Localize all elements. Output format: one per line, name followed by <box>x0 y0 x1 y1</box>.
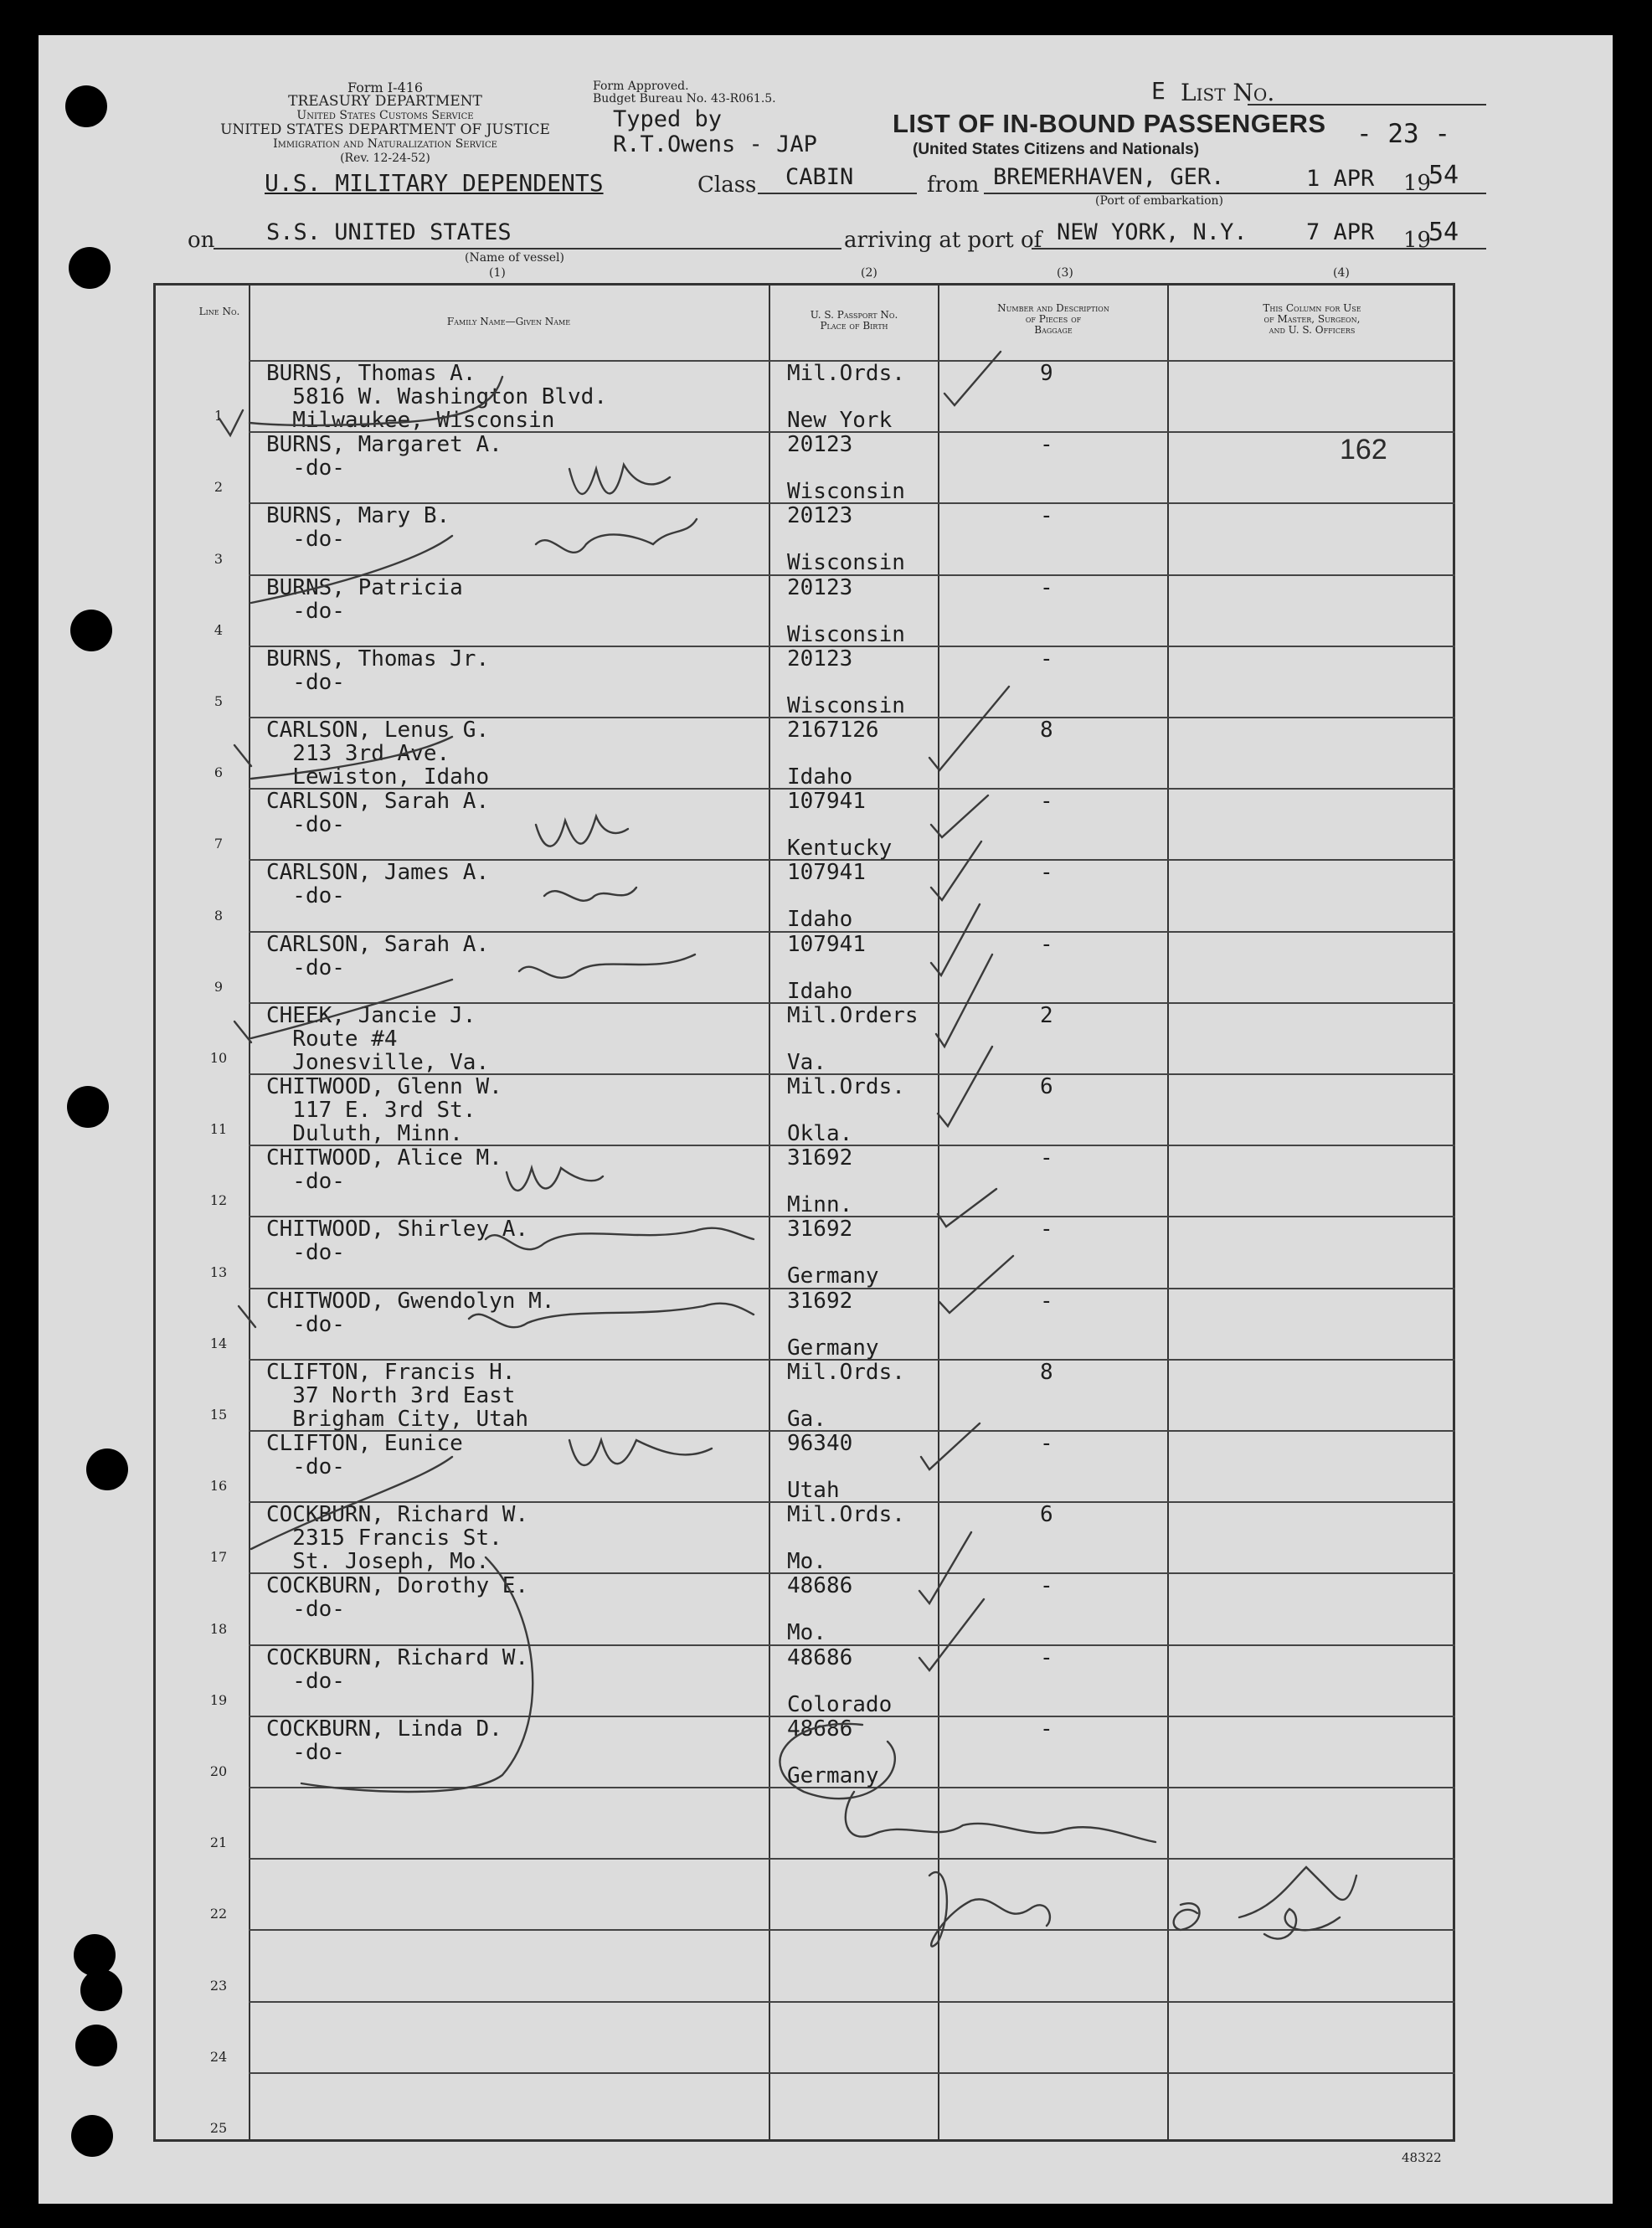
passenger-name: CHITWOOD, Gwendolyn M. -do- <box>266 1289 555 1337</box>
birthplace: Utah <box>787 1478 840 1503</box>
passenger-name: BURNS, Thomas A. 5816 W. Washington Blvd. Milwaukee, Wisconsin <box>266 361 607 433</box>
line-number: 21 <box>209 1834 228 1850</box>
line-number: 12 <box>209 1192 228 1208</box>
line-no-header: Line No. <box>198 306 240 317</box>
form-number: Form I-416 <box>347 80 424 95</box>
birthplace: Minn. <box>787 1192 853 1217</box>
birthplace: Germany <box>787 1763 879 1788</box>
fraction-mark <box>1174 1903 1200 1930</box>
budget-bureau-no: Budget Bureau No. 43-R061.5. <box>593 92 776 105</box>
margin-tick <box>219 410 243 435</box>
birthplace: Idaho <box>787 907 853 932</box>
col-num-4: (4) <box>1333 266 1350 280</box>
passport-no: 20123 <box>787 575 853 600</box>
arrival-port: NEW YORK, N.Y. <box>1057 219 1248 245</box>
baggage-count: - <box>1040 1289 1053 1314</box>
line-number: 22 <box>209 1906 228 1922</box>
margin-tick <box>234 745 251 766</box>
family-bracket <box>251 737 452 779</box>
passenger-name: COCKBURN, Dorothy E. -do- <box>266 1573 529 1622</box>
passenger-name: COCKBURN, Richard W. 2315 Francis St. St. Joseph, Mo. <box>266 1502 529 1574</box>
birthplace: Okla. <box>787 1121 853 1146</box>
baggage-count: - <box>1040 1645 1053 1670</box>
officer-note: 162 <box>1340 434 1387 466</box>
family-bracket <box>251 536 452 603</box>
list-title: LIST OF IN-BOUND PASSENGERS <box>893 109 1326 138</box>
passport-no: 2167126 <box>787 718 879 743</box>
list-no-prefix: E <box>1151 77 1166 105</box>
baggage-count: 6 <box>1040 1074 1053 1099</box>
birthplace: Mo. <box>787 1620 826 1645</box>
birthplace-header: Place of Birth <box>820 320 888 332</box>
passenger-name: CHEEK, Jancie J. Route #4 Jonesville, Va. <box>266 1003 490 1075</box>
revision-date: (Rev. 12-24-52) <box>340 152 430 165</box>
officers-header-3: and U. S. Officers <box>1269 324 1356 336</box>
line-number: 13 <box>209 1264 228 1280</box>
port-embarkation-note: (Port of embarkation) <box>1095 194 1223 208</box>
passport-no: 48686 <box>787 1573 853 1598</box>
justice-dept: UNITED STATES DEPARTMENT OF JUSTICE <box>220 121 550 138</box>
line-number: 1 <box>214 408 224 424</box>
arrival-date: 7 APR <box>1306 219 1375 245</box>
col-num-1: (1) <box>489 266 506 280</box>
col-header-name: Family Name—Given Name <box>446 316 571 327</box>
line-number: 15 <box>209 1407 228 1423</box>
check-mark <box>919 1599 984 1670</box>
check-mark <box>931 795 988 837</box>
line-number: 18 <box>209 1621 228 1637</box>
passport-no: Mil.Ords. <box>787 361 905 386</box>
vessel-note: (Name of vessel) <box>465 251 564 265</box>
fraction-mark <box>1239 1867 1356 1917</box>
birthplace: Va. <box>787 1050 826 1075</box>
check-mark <box>944 352 1001 405</box>
inspector-initials <box>929 1872 1050 1947</box>
page-number: - 23 - <box>1356 119 1450 149</box>
passport-no: 31692 <box>787 1145 853 1171</box>
line-number: 14 <box>209 1335 228 1351</box>
family-bracket <box>251 1457 452 1549</box>
check-mark <box>919 1532 971 1603</box>
relation-daughter <box>469 1304 754 1328</box>
passport-no: Mil.Ords. <box>787 1360 905 1385</box>
birthplace: Ga. <box>787 1407 826 1432</box>
typed-by-label: Typed by <box>613 106 723 132</box>
signature-scrawl <box>846 1792 1155 1842</box>
baggage-header-1: Number and Description <box>997 302 1109 314</box>
line-number: 10 <box>209 1050 228 1066</box>
check-mark <box>939 1256 1013 1313</box>
class-label: Class <box>697 172 757 198</box>
birthplace: Mo. <box>787 1549 826 1574</box>
line-number: 7 <box>214 836 224 852</box>
birthplace: Wisconsin <box>787 693 905 718</box>
passenger-name: CARLSON, Sarah A. -do- <box>266 789 490 837</box>
baggage-count: 9 <box>1040 361 1053 386</box>
arrival-year-suffix: 54 <box>1428 218 1459 247</box>
line-number: 25 <box>209 2120 228 2136</box>
passenger-name: CARLSON, Sarah A. -do- <box>266 932 490 980</box>
line-number: 17 <box>209 1549 228 1565</box>
check-mark <box>929 687 1009 770</box>
baggage-count: 6 <box>1040 1502 1053 1527</box>
passenger-name: CLIFTON, Eunice -do- <box>266 1431 463 1479</box>
line-number: 6 <box>214 764 224 780</box>
line-number: 5 <box>214 693 224 709</box>
arriving-label: arriving at port of <box>844 228 1042 253</box>
baggage-count: - <box>1040 432 1053 457</box>
passport-no: Mil.Orders <box>787 1003 919 1028</box>
line-number: 3 <box>214 551 224 567</box>
list-no-label: List No. <box>1181 79 1275 106</box>
passenger-name: BURNS, Margaret A. -do- <box>266 432 502 481</box>
passport-no: 20123 <box>787 503 853 528</box>
check-mark <box>938 1189 996 1227</box>
check-mark <box>931 904 980 975</box>
passport-no: Mil.Ords. <box>787 1502 905 1527</box>
birthplace: Wisconsin <box>787 479 905 504</box>
family-bracket <box>250 377 502 425</box>
passport-no: 31692 <box>787 1217 853 1242</box>
passenger-name: CHITWOOD, Alice M. -do- <box>266 1145 502 1194</box>
passenger-name: COCKBURN, Linda D. -do- <box>266 1716 502 1765</box>
line-number: 19 <box>209 1692 228 1708</box>
birthplace: Germany <box>787 1335 879 1361</box>
passport-no: 20123 <box>787 646 853 671</box>
birthplace: Germany <box>787 1263 879 1289</box>
passenger-name: CHITWOOD, Shirley A. -do- <box>266 1217 529 1265</box>
baggage-count: 2 <box>1040 1003 1053 1028</box>
passport-no: 96340 <box>787 1431 853 1456</box>
passenger-name: COCKBURN, Richard W. -do- <box>266 1645 529 1694</box>
line-number: 20 <box>209 1763 228 1779</box>
line-number: 4 <box>214 622 224 638</box>
baggage-count: - <box>1040 1217 1053 1242</box>
passport-no: Mil.Ords. <box>787 1074 905 1099</box>
birthplace: Colorado <box>787 1692 893 1717</box>
relation-daughter <box>519 954 695 978</box>
relation-daughter <box>536 519 697 553</box>
relation-wife <box>569 1440 712 1465</box>
passenger-name: CLIFTON, Francis H. 37 North 3rd East Brigham City, Utah <box>266 1360 529 1432</box>
line-number: 8 <box>214 908 224 924</box>
birthplace: Idaho <box>787 979 853 1004</box>
line-number: 24 <box>209 2049 228 2065</box>
class-value: CABIN <box>785 164 854 190</box>
form-approved: Form Approved. <box>593 80 689 93</box>
typist: R.T.Owens - JAP <box>613 131 817 157</box>
line-number: 16 <box>209 1478 228 1494</box>
baggage-count: 8 <box>1040 1360 1053 1385</box>
baggage-header-3: Baggage <box>1034 324 1073 336</box>
baggage-count: - <box>1040 1145 1053 1171</box>
baggage-count: - <box>1040 503 1053 528</box>
margin-tick <box>234 1021 251 1042</box>
baggage-count: - <box>1040 646 1053 671</box>
passenger-name: BURNS, Patricia -do- <box>266 575 463 624</box>
relation-wife <box>507 1168 603 1191</box>
customs-service: United States Customs Service <box>296 109 474 122</box>
passport-no: 48686 <box>787 1645 853 1670</box>
baggage-count: - <box>1040 932 1053 957</box>
birthplace: Wisconsin <box>787 550 905 575</box>
vessel-name: S.S. UNITED STATES <box>266 219 512 245</box>
passenger-name: CHITWOOD, Glenn W. 117 E. 3rd St. Duluth, Minn. <box>266 1074 502 1146</box>
passenger-name: CARLSON, Lenus G. 213 3rd Ave. Lewiston, Idaho <box>266 718 490 790</box>
passport-header: U. S. Passport No. <box>810 309 898 321</box>
passport-no: 31692 <box>787 1289 853 1314</box>
fraction-mark <box>1264 1909 1340 1939</box>
baggage-count: - <box>1040 575 1053 600</box>
baggage-header-2: of Pieces of <box>1025 313 1082 325</box>
on-label: on <box>188 228 215 253</box>
baggage-count: - <box>1040 1716 1053 1742</box>
ins-service: Immigration and Naturalization Service <box>273 137 497 151</box>
relation-son <box>544 888 636 901</box>
baggage-count: - <box>1040 789 1053 814</box>
baggage-count: - <box>1040 860 1053 885</box>
passport-no: 107941 <box>787 789 866 814</box>
passport-no: 20123 <box>787 432 853 457</box>
passenger-name: BURNS, Thomas Jr. -do- <box>266 646 490 695</box>
birthplace: New York <box>787 408 893 433</box>
passport-no: 48686 <box>787 1716 853 1742</box>
relation-daughter <box>486 1228 754 1250</box>
depart-year-prefix: 19 <box>1403 171 1432 196</box>
passport-no: 107941 <box>787 860 866 885</box>
footer-code: 48322 <box>1402 2150 1442 2165</box>
relation-wife <box>569 465 670 494</box>
signature-scrawl <box>780 1724 894 1798</box>
line-number: 11 <box>209 1121 228 1137</box>
passenger-name: BURNS, Mary B. -do- <box>266 503 450 552</box>
line-number: 9 <box>214 979 224 995</box>
arrival-year-prefix: 19 <box>1403 228 1432 253</box>
margin-tick <box>239 1306 255 1327</box>
from-label: from <box>927 172 980 198</box>
check-mark <box>938 1047 992 1126</box>
check-mark <box>931 841 981 900</box>
birthplace: Idaho <box>787 764 853 790</box>
col-num-3: (3) <box>1057 266 1073 280</box>
birthplace: Wisconsin <box>787 622 905 647</box>
passenger-name: CARLSON, James A. -do- <box>266 860 490 908</box>
depart-year-suffix: 54 <box>1428 161 1459 190</box>
line-number: 23 <box>209 1978 228 1994</box>
passport-no: 107941 <box>787 932 866 957</box>
family-bracket <box>301 1557 533 1792</box>
baggage-count: - <box>1040 1431 1053 1456</box>
officers-header-2: of Master, Surgeon, <box>1263 313 1361 325</box>
line-number: 2 <box>214 479 224 495</box>
baggage-count: 8 <box>1040 718 1053 743</box>
relation-wife <box>536 816 628 846</box>
baggage-count: - <box>1040 1573 1053 1598</box>
check-mark <box>921 1423 980 1469</box>
list-subtitle: (United States Citizens and Nationals) <box>913 141 1200 158</box>
officers-header-1: This Column for Use <box>1263 302 1361 314</box>
group-name: U.S. MILITARY DEPENDENTS <box>265 169 604 197</box>
col-num-2: (2) <box>861 266 877 280</box>
depart-date: 1 APR <box>1306 166 1375 192</box>
birthplace: Kentucky <box>787 836 893 861</box>
family-bracket <box>251 980 452 1038</box>
from-port: BREMERHAVEN, GER. <box>993 164 1225 190</box>
treasury-dept: TREASURY DEPARTMENT <box>288 93 482 110</box>
